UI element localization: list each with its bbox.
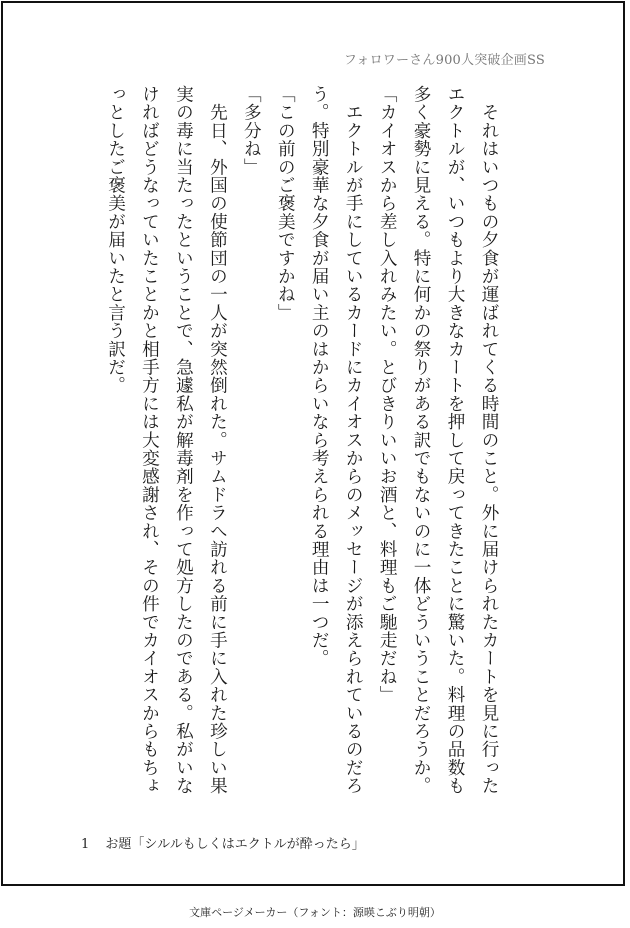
paragraph: 「この前のご褒美ですかね」: [275, 85, 296, 322]
paragraph: それはいつもの夕食が運ばれてくる時間のこと。外に届けられたカートを見に行ったエクトルが、いつもより大きなカートを押して戻ってきたことに驚いた。料理の品数も多く豪勢に見える。特に何かの祭りがある訳でもないのに一体どういうことだろうか。: [411, 85, 499, 795]
theme-label: お題「シルルもしくはエクトルが酔ったら」: [105, 837, 365, 852]
page-footer: [81, 833, 365, 852]
vertical-body-text: [73, 85, 505, 811]
paragraph: 「多分ね」: [241, 85, 262, 176]
page-number: 1: [81, 837, 90, 852]
paragraph: エクトルが手にしているカードにカイオスからのメッセージが添えられているのだろう。特別豪華な夕食が届い主のはからいなら考えられる理由は一つだ。: [309, 85, 364, 795]
book-page: [1, 1, 625, 886]
paragraph: 先日、外国の使節団の一人が突然倒れた。サムドラへ訪れる前に手に入れた珍しい果実の毒に当たったということで、急遽私が解毒剤を作って処方したのである。私がいなければどうなっていたことかと相手方には大変感謝され、その件でカイオスからもちょっとしたご褒美が届いたと言う訳だ。: [105, 85, 228, 795]
generator-credit: 文庫ページメーカー（フォント：源暎こぶり明朝）: [189, 906, 441, 919]
paragraph: 「カイオスから差し入れみたい。とびきりいいお酒と、料理もご馳走だね」: [377, 85, 398, 704]
page-header-title: フォロワーさん900人突破企画SS: [343, 53, 545, 68]
